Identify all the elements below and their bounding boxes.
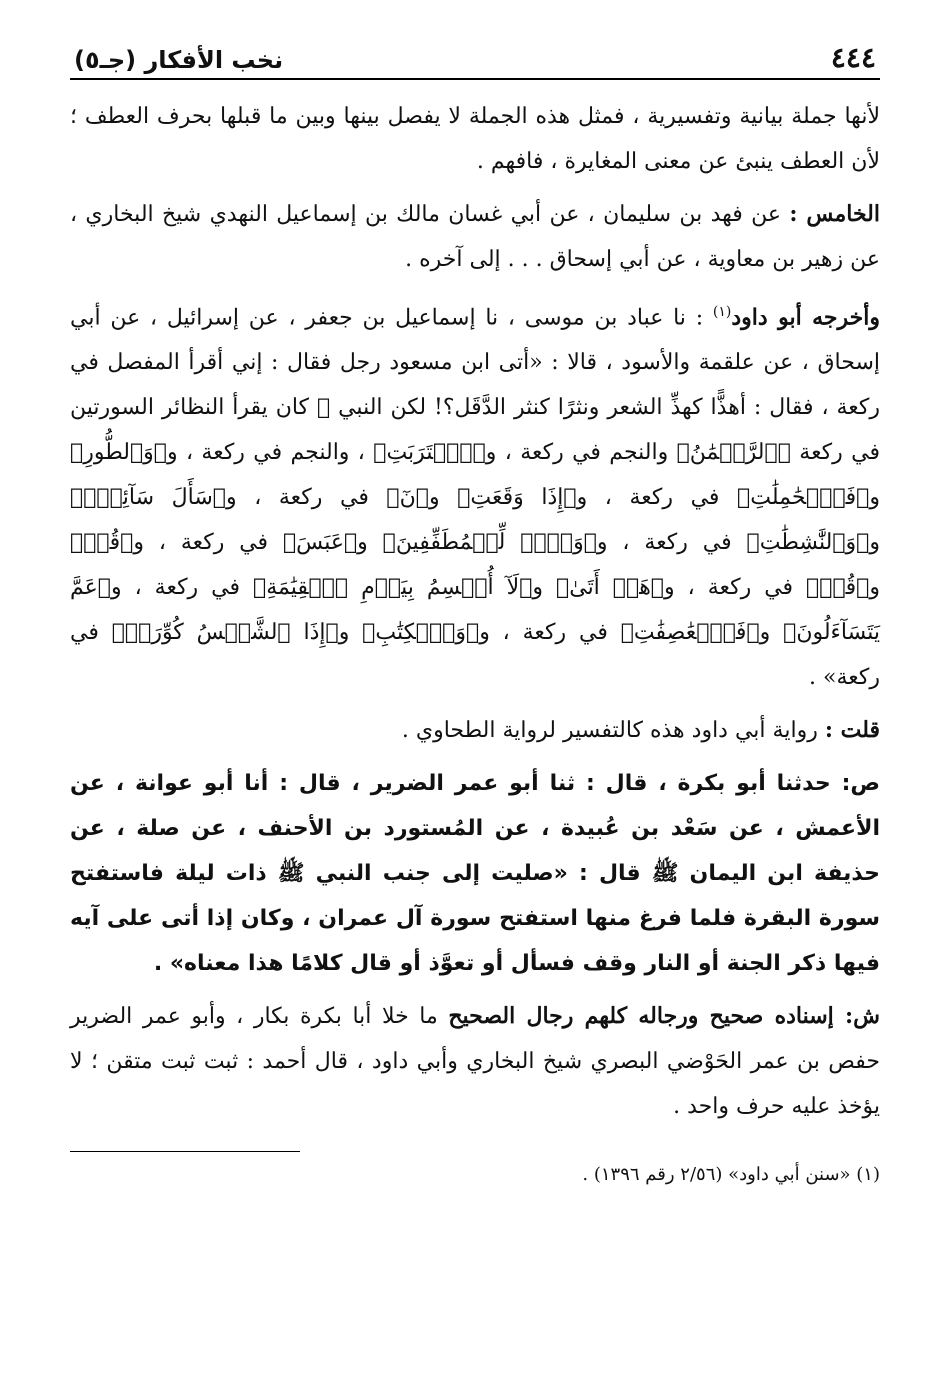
paragraph-6-lead: ش: (845, 1003, 880, 1030)
paragraph-5: ص: حدثنا أبو بكرة ، قال : ثنا أبو عمر الضرير ، قال : أنا أبو عوانة ، عن الأعمش ، عن سَعْد بن عُبيدة ، عن المُستورد بن الأحنف ، عن صلة ، عن حذيفة ابن اليمان ﷺ قال : «صليت إلى جنب النبي ﷺ ذات ليلة فاستفتح سورة البقرة فلما فرغ منها استفتح سورة آل عمران ، وكان إذا أتى على آيه فيها ذكر الجنة أو النار وقف فسأل أو تعوَّذ أو قال كلامًا هذا معناه» . (70, 771, 880, 977)
paragraph-4 (70, 708, 880, 753)
paragraph-6 (70, 994, 880, 1129)
page-header (70, 40, 880, 80)
paragraph-2-text: عن فهد بن سليمان ، عن أبي غسان مالك بن إسماعيل النهدي شيخ البخاري ، عن زهير بن معاوية ، عن أبي إسحاق . . . إلى آخره . (70, 202, 880, 272)
paragraph-2 (70, 192, 880, 282)
page-body (70, 94, 880, 1129)
paragraph-4-text: رواية أبي داود هذه كالتفسير لرواية الطحاوي . (401, 718, 825, 744)
paragraph-2-lead: الخامس : (789, 201, 880, 227)
book-title: نخب الأفكار (جـ٥) (74, 46, 284, 74)
footnote-divider (70, 1151, 300, 1152)
paragraph-3 (70, 290, 880, 700)
footnote-ref[interactable]: (١) (712, 304, 732, 320)
paragraph-3-text: : نا عباد بن موسى ، نا إسماعيل بن جعفر ، عن إسرائيل ، عن أبي إسحاق ، عن علقمة والأسود ، قالا : «أتى ابن مسعود رجل فقال : إني أقرأ المفصل في ركعة ، فقال : أهذًّا كهذِّ الشعر ونثرًا كنثر الدَّقَل؟! لكن النبي ﷺ كان يقرأ النظائر السورتين في ركعة ﴿ٱلرَّحۡمَٰنُ﴾ والنجم في ركعة ، و﴿ٱقۡتَرَبَتِ﴾ ، والنجم في ركعة ، و﴿وَٱلطُّورِ﴾ و﴿فَٱلۡحَٰمِلَٰتِ﴾ في ركعة ، و﴿إِذَا وَقَعَتِ﴾ و﴿نٓ﴾ في ركعة ، و﴿سَأَلَ سَآئِلُۢ﴾ و﴿وَٱلنَّٰشِطَٰتِ﴾ في ركعة ، و﴿وَيۡلٞ لِّلۡمُطَفِّفِينَ﴾ و﴿عَبَسَ﴾ في ركعة ، و﴿قُمۡ﴾ و﴿قُمۡ﴾ في ركعة ، و﴿هَلۡ أَتَىٰ﴾ و﴿لَآ أُقۡسِمُ بِيَوۡمِ ٱلۡقِيَٰمَةِ﴾ في ركعة ، و﴿عَمَّ يَتَسَآءَلُونَ﴾ و﴿فَٱلۡعَٰصِفَٰتِ﴾ في ركعة ، و﴿وَٱلۡكِتَٰبِ﴾ و﴿إِذَا ٱلشَّمۡسُ كُوِّرَتۡ﴾ في ركعة» . (70, 305, 880, 691)
page (70, 40, 880, 1203)
paragraph-4-lead: قلت : (824, 717, 880, 744)
paragraph-1: لأنها جملة بيانية وتفسيرية ، فمثل هذه الجملة لا يفصل بينها وبين ما قبلها بحرف العطف ؛ لأن العطف ينبئ عن معنى المغايرة ، فافهم . (70, 104, 880, 174)
page-number: ٤٤٤ (830, 41, 876, 74)
paragraph-3-lead: وأخرجه أبو داود (731, 304, 880, 331)
paragraph-6-bold: إسناده صحيح ورجاله كلهم رجال الصحيح (448, 1003, 846, 1030)
paragraph-6-text: ما خلا أبا بكرة بكار ، وأبو عمر الضرير حفص بن عمر الحَوْضي البصري شيخ البخاري وأبي داود ، قال أحمد : ثبت ثبت متقن ؛ لا يؤخذ عليه حرف واحد . (70, 1004, 880, 1120)
footnote: (١) «سنن أبي داود» (٢/٥٦ رقم ١٣٩٦) . (582, 1164, 880, 1186)
